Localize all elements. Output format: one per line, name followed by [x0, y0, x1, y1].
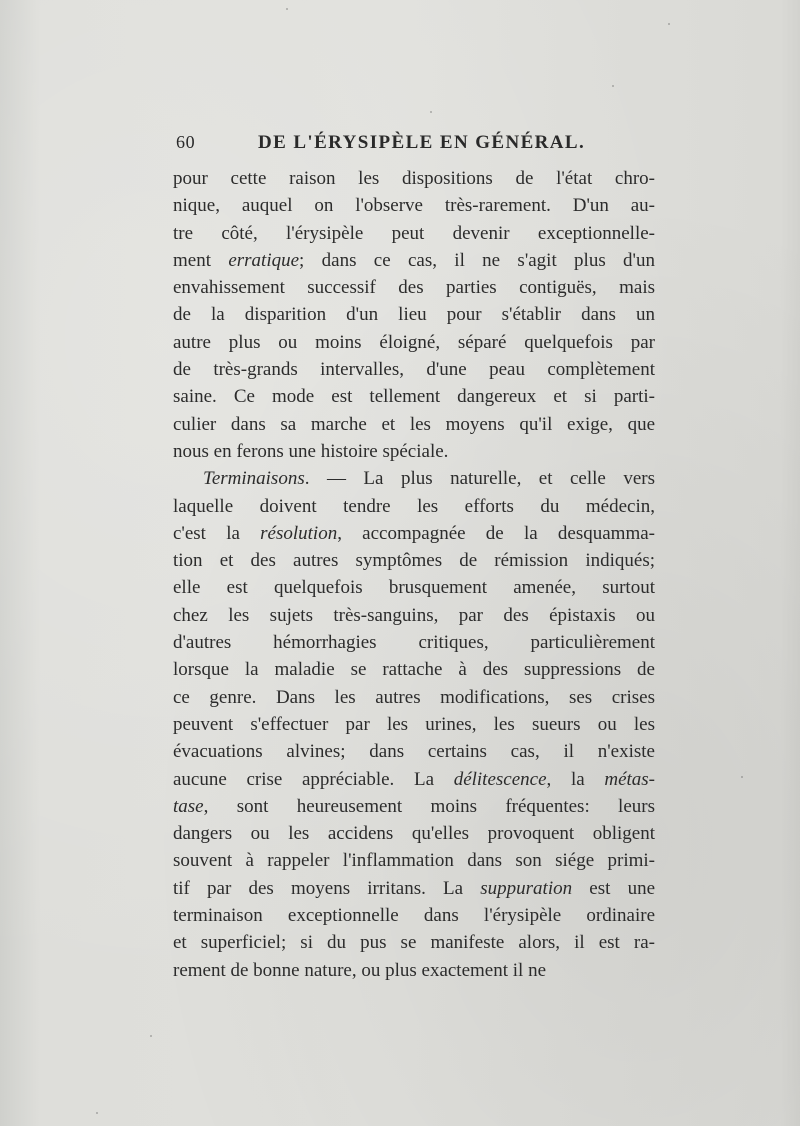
text-line: [173, 929, 655, 956]
text-segment: autre plus ou moins éloigné, séparé quelquefois par: [173, 331, 655, 353]
text-segment: envahissement successif des parties contiguës, mais: [173, 277, 655, 299]
text-segment: c'est la: [173, 522, 261, 544]
text-line: [173, 274, 655, 301]
text-line: [173, 766, 655, 793]
text-line: [173, 656, 655, 683]
page-number: 60: [176, 132, 196, 152]
text-line: [173, 793, 655, 820]
text-line: [173, 329, 655, 356]
text-segment: évacuations alvines; dans certains cas, il n'existe: [173, 741, 655, 763]
text-segment: elle est quelquefois brusquement amenée, surtout: [173, 577, 655, 599]
text-line: [173, 192, 655, 219]
paper-speck: [96, 1112, 98, 1114]
text-line: [173, 875, 655, 902]
text-segment: ment: [173, 249, 229, 271]
text-line: [173, 465, 655, 492]
text-segment: aucune crise appréciable. La: [173, 768, 454, 790]
text-segment: et superficiel; si du pus se manifeste alors, il est ra-: [173, 932, 655, 954]
text-line: [173, 684, 655, 711]
text-segment: terminaison exceptionnelle dans l'érysipèle ordinaire: [173, 905, 655, 927]
text-segment: . — La plus naturelle, et celle vers: [304, 468, 655, 490]
paper-speck: [612, 85, 614, 87]
text-line: [173, 847, 655, 874]
text-line: [173, 902, 655, 929]
text-line: [173, 220, 655, 247]
text-segment: souvent à rappeler l'inflammation dans son siége primi-: [173, 850, 655, 872]
text-line: [173, 438, 655, 465]
text-segment: chez les sujets très-sanguins, par des épistaxis ou: [173, 604, 655, 626]
text-line: [173, 165, 655, 192]
text-line: [173, 711, 655, 738]
italic-term: suppuration: [480, 877, 573, 899]
text-line: [173, 520, 655, 547]
text-line: [173, 411, 655, 438]
italic-term: délitescence: [453, 768, 547, 790]
text-segment: de la disparition d'un lieu pour s'établir dans un: [173, 304, 655, 326]
text-segment: dangers ou les accidens qu'elles provoquent obligent: [173, 823, 655, 845]
paper-speck: [430, 111, 432, 113]
italic-term: tase: [173, 795, 204, 817]
paper-speck: [150, 1035, 152, 1037]
text-segment: lorsque la maladie se rattache à des suppressions de: [173, 659, 655, 681]
italic-term: résolution: [260, 522, 338, 544]
running-title: DE L'ÉRYSIPÈLE EN GÉNÉRAL.: [258, 132, 586, 153]
text-line: [173, 356, 655, 383]
text-segment: saine. Ce mode est tellement dangereux et si parti-: [173, 386, 655, 408]
text-segment: d'autres hémorrhagies critiques, particulièrement: [173, 632, 655, 654]
text-segment: laquelle doivent tendre les efforts du médecin,: [173, 495, 655, 517]
text-segment: est une: [572, 877, 655, 899]
text-line: [173, 602, 655, 629]
body-text: [173, 165, 655, 984]
text-segment: tif par des moyens irritans. La: [173, 877, 481, 899]
page-header: [176, 132, 656, 158]
text-segment: ce genre. Dans les autres modifications, ses crises: [173, 686, 655, 708]
text-line: [173, 574, 655, 601]
paper-speck: [286, 8, 288, 10]
text-segment: ; dans ce cas, il ne s'agit plus d'un: [299, 249, 655, 271]
italic-term: Terminaisons: [203, 468, 305, 490]
paper-speck: [741, 776, 743, 778]
text-line: [173, 301, 655, 328]
text-segment: tre côté, l'érysipèle peut devenir exceptionnelle-: [173, 222, 655, 244]
text-segment: , accompagnée de la desquamma-: [337, 522, 655, 544]
text-segment: peuvent s'effectuer par les urines, les sueurs ou les: [173, 713, 655, 735]
text-line: [173, 247, 655, 274]
text-line: [173, 383, 655, 410]
text-line: [173, 547, 655, 574]
text-line: [173, 957, 655, 984]
text-segment: , la: [546, 768, 605, 790]
text-segment: , sont heureusement moins fréquentes: leurs: [203, 795, 655, 817]
text-line: [173, 493, 655, 520]
text-line: [173, 738, 655, 765]
text-segment: culier dans sa marche et les moyens qu'il exige, que: [173, 413, 655, 435]
text-segment: de très-grands intervalles, d'une peau complètement: [173, 359, 655, 381]
paper-speck: [668, 23, 670, 25]
text-segment: tion et des autres symptômes de rémission indiqués;: [173, 550, 655, 572]
text-segment: nique, auquel on l'observe très-rarement. D'un au-: [173, 195, 655, 217]
text-line: [173, 820, 655, 847]
text-segment: nous en ferons une histoire spéciale.: [173, 440, 449, 462]
text-segment: pour cette raison les dispositions de l'état chro-: [173, 168, 655, 189]
text-segment: rement de bonne nature, ou plus exactement il ne: [173, 959, 547, 981]
italic-term: erratique: [228, 249, 300, 271]
italic-term: métas-: [604, 768, 655, 790]
text-line: [173, 629, 655, 656]
